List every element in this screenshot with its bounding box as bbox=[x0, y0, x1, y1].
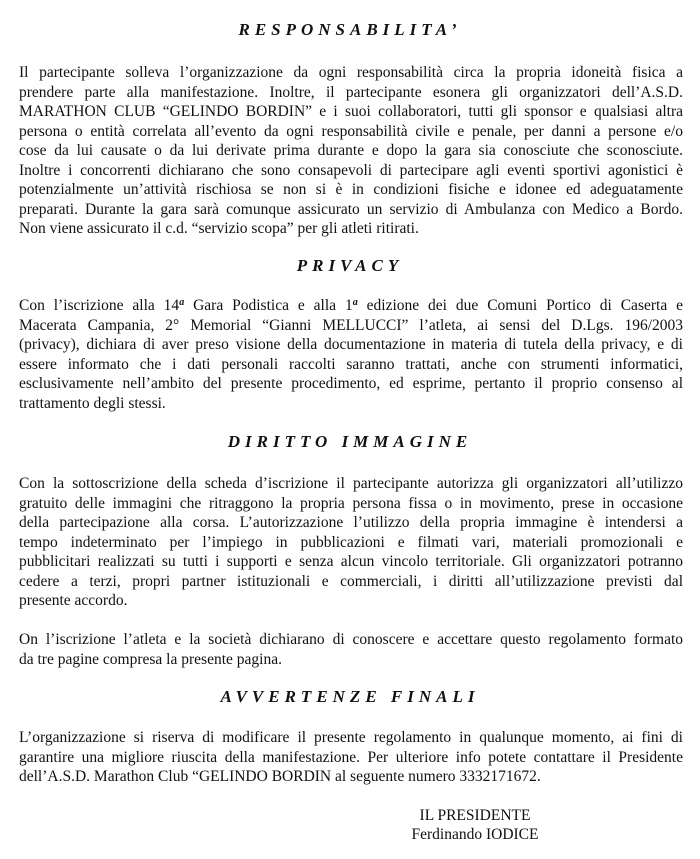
text-fragment: Con l’iscrizione alla 14 bbox=[19, 297, 180, 314]
text-line: cedere a terzi, propri partner istituzionali e commerciali, i diritti all’utilizzazione previsti dal bbox=[19, 572, 683, 590]
text-line: cose da lui causate o da lui derivate prima durante e dopo la gara sia conosciute che sconosciute. bbox=[19, 142, 683, 159]
text-line: presente accordo. bbox=[19, 592, 128, 609]
text-line: prendere parte alla manifestazione. Inoltre, il partecipante esonera gli organizzatori dell’A.S.D. bbox=[19, 83, 683, 101]
text-line: preparati. Durante la gara sarà comunque assicurato un servizio di Ambulanza con Medico a Bordo. bbox=[19, 200, 683, 218]
paragraph-privacy bbox=[19, 296, 683, 413]
text-line: L’organizzazione si riserva di modificare il presente regolamento in qualunque momento, ai fini di bbox=[19, 729, 683, 746]
text-line: Non viene assicurato il c.d. “servizio scopa” per gli atleti ritirati. bbox=[19, 220, 419, 237]
paragraph-avvertenze bbox=[19, 728, 683, 787]
ordinal-superscript: a bbox=[179, 297, 185, 308]
text-line: (privacy), dichiara di aver preso visione della documentazione in materia di tutela della privacy, e di bbox=[19, 336, 683, 353]
text-line: tempo indeterminato per l’impiego in pubblicazioni e filmati vari, materiali promozionali e bbox=[19, 533, 683, 551]
text-line: gratuito delle immagini che ritraggono la propria persona fissa o in movimento, prese in occasione bbox=[19, 494, 683, 512]
text-line: persona o entità correlata all’evento da ogni responsabilità civile e penale, per danni a persone e/o bbox=[19, 122, 683, 140]
signature-title: IL PRESIDENTE bbox=[419, 807, 531, 824]
text-line: dell’A.S.D. Marathon Club “GELINDO BORDIN al seguente numero 3332171672. bbox=[19, 768, 541, 785]
text-line: MARATHON CLUB “GELINDO BORDIN” e i suoi collaboratori, tutti gli sponsor e qualsiasi altra bbox=[19, 103, 683, 120]
text-line: da tre pagine compresa la presente pagina. bbox=[19, 650, 282, 668]
text-line: pubblicitari realizzati su tutti i supporti e senza alcun vincolo territoriale. Gli organizzatori potranno bbox=[19, 553, 683, 570]
heading-privacy: PRIVACY bbox=[296, 256, 404, 275]
ordinal-superscript: a bbox=[352, 297, 358, 308]
heading-avvertenze-finali: AVVERTENZE FINALI bbox=[220, 687, 480, 706]
text-line: esclusivamente nell’ambito del presente procedimento, ed esprime, pertanto il proprio consenso al bbox=[19, 375, 683, 392]
text-line: garantire una migliore riuscita della manifestazione. Per ulteriore info potete contattare il Presidente bbox=[19, 748, 683, 766]
text-line: Con la sottoscrizione della scheda d’iscrizione il partecipante autorizza gli organizzatori all’utilizzo bbox=[19, 475, 683, 492]
text-line: potenzialmente un’attività rischiosa se non si è in condizioni fisiche e idonee ed adeguatamente bbox=[19, 181, 683, 198]
text-line: On l’iscrizione l’atleta e la società dichiarano di conoscere e accettare questo regolamento formato bbox=[19, 631, 683, 648]
heading-diritto-immagine: DIRITTO IMMAGINE bbox=[227, 432, 473, 451]
paragraph-responsabilita bbox=[19, 63, 683, 239]
text-line: Il partecipante solleva l’organizzazione da ogni responsabilità circa la propria idoneità fisica a bbox=[19, 64, 683, 81]
text-line: Macerata Campania, 2° Memorial “Gianni MELLUCCI” l’atleta, ai sensi del D.Lgs. 196/2003 bbox=[19, 316, 683, 334]
heading-responsabilita: RESPONSABILITA’ bbox=[238, 20, 462, 39]
text-fragment: Gara Podistica e alla 1 bbox=[184, 297, 353, 314]
text-line: trattamento degli stessi. bbox=[19, 394, 166, 412]
text-line bbox=[19, 296, 683, 316]
signature-name: Ferdinando IODICE bbox=[411, 826, 539, 843]
paragraph-diritto-immagine bbox=[19, 474, 683, 611]
text-fragment: edizione dei due Comuni Portico di Caserta e bbox=[357, 297, 683, 314]
paragraph-accettazione bbox=[19, 630, 683, 669]
text-line: della partecipazione alla corsa. L’autorizzazione l’utilizzo della propria immagine è intendersi a bbox=[19, 514, 683, 531]
text-line: Inoltre i concorrenti dichiarano che sono consapevoli di partecipare agli eventi sportivi agonistici è bbox=[19, 161, 683, 179]
text-line: essere informato che i dati personali raccolti saranno trattati, anche con strumenti informatici, bbox=[19, 355, 683, 373]
